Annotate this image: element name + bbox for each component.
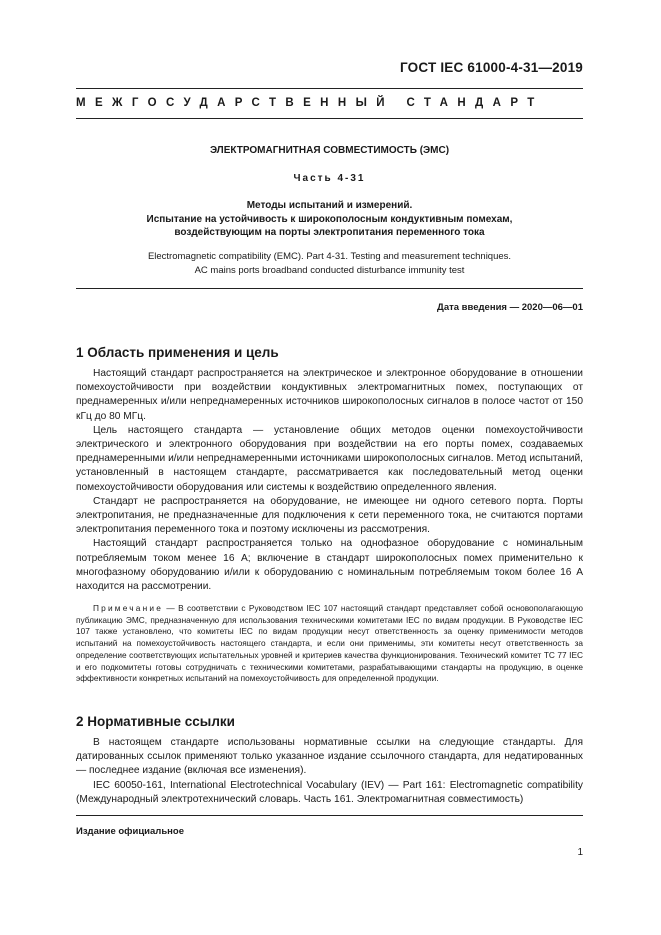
english-title	[76, 250, 583, 277]
header-rule	[76, 118, 583, 119]
paragraph: IEC 60050-161, International Electrotechnical Vocabulary (IEV) — Part 161: Electromagnetic compatibility (Международный электротехнический словарь. Часть 161. Электромагнитная совместимость)	[76, 779, 583, 805]
page-number: 1	[577, 847, 583, 858]
paragraph: Настоящий стандарт распространяется на электрическое и электронное оборудование в отношении помехоустойчивости при воздействии кондуктивных электромагнитных помех, поступающих от преднамеренных и/или непреднамеренных источников широкополосных сигналов в полосе частот от 150 кГц до 80 МГц.	[76, 368, 583, 422]
top-rule	[76, 88, 583, 89]
section-2-heading: 2 Нормативные ссылки	[76, 714, 235, 729]
paragraph: Стандарт не распространяется на оборудование, не имеющее ни одного сетевого порта. Порты электропитания, не предназначенные для подключения к сети переменного тока, не считаются портами электропитания переменного тока и поэтому исключены из рассмотрения.	[76, 495, 583, 536]
paragraph: Настоящий стандарт распространяется только на однофазное оборудование с номинальным потребляемым током менее 16 А; включение в стандарт широкополосных помех применительно к многофазному оборудованию и/или к оборудованию с номинальным потребляемым током более 16 А находится на рассмотрении.	[76, 538, 583, 593]
footer-rule	[76, 815, 583, 816]
document-title: ЭЛЕКТРОМАГНИТНАЯ СОВМЕСТИМОСТЬ (ЭМС)	[209, 145, 450, 156]
note-label: Примечание	[93, 603, 164, 613]
subtitle-line: Испытание на устойчивость к широкополосным кондуктивным помехам,	[146, 213, 513, 225]
title-rule	[76, 288, 583, 289]
introduction-date: Дата введения — 2020—06—01	[437, 302, 583, 313]
english-title-line: AC mains ports broadband conducted disturbance immunity test	[194, 264, 465, 276]
paragraph: В настоящем стандарте использованы нормативные ссылки на следующие стандарты. Для датированных ссылок применяют только указанное издание ссылочного стандарта, для недатированных — последнее издание (включая все изменения).	[76, 737, 583, 777]
subtitle-line: Методы испытаний и измерений.	[246, 200, 413, 211]
document-subtitle	[76, 199, 583, 240]
note-paragraph	[76, 603, 583, 685]
note-text: — В соответствии с Руководством IEC 107 настоящий стандарт представляет собой основополагающую публикацию ЭМС, предназначенную для использования техническими комитетами IEC по видам продукции. В Руководстве IEC 107 также установлено, что комитеты IEC по видам продукции несут ответственность за оценку применимости методов испытаний на помехоустойчивость настоящего стандарта, и если они применимы, эти комитеты несут ответственность за определение соответствующих испытательных уровней и критериев качества функционирования. Технический комитет ТС 77 IEC и его подкомитеты готовы сотрудничать с техническими комитетами, разрабатывающими стандарты на продукцию, в оценке эффективности конкретных испытаний на помехоустойчивость для определенной продукции.	[76, 603, 583, 684]
official-edition-label: Издание официальное	[76, 826, 184, 837]
english-title-line: Electromagnetic compatibility (EMC). Part 4-31. Testing and measurement techniques.	[147, 251, 512, 262]
document-designation: ГОСТ IEC 61000-4-31—2019	[399, 60, 583, 75]
section-1-body	[76, 367, 583, 594]
section-1-heading: 1 Область применения и цель	[76, 345, 279, 360]
section-2-body	[76, 736, 583, 807]
subtitle-line: воздействующим на порты электропитания переменного тока	[174, 227, 485, 238]
part-number: Часть 4-31	[293, 173, 366, 184]
standard-type-heading: МЕЖГОСУДАРСТВЕННЫЙ СТАНДАРТ	[76, 97, 544, 109]
section-1-note	[76, 603, 583, 685]
paragraph: Цель настоящего стандарта — установление общих методов оценки помехоустойчивости электрического и электронного оборудования при воздействии на его порты помех, создаваемых преднамеренными и/или непреднамеренными источниками широкополосных сигналов. Метод испытаний, установленный в настоящем стандарте, рассматривается как последовательный метод оценки помехоустойчивости оборудования или системы к воздействию определенного явления.	[76, 424, 583, 493]
